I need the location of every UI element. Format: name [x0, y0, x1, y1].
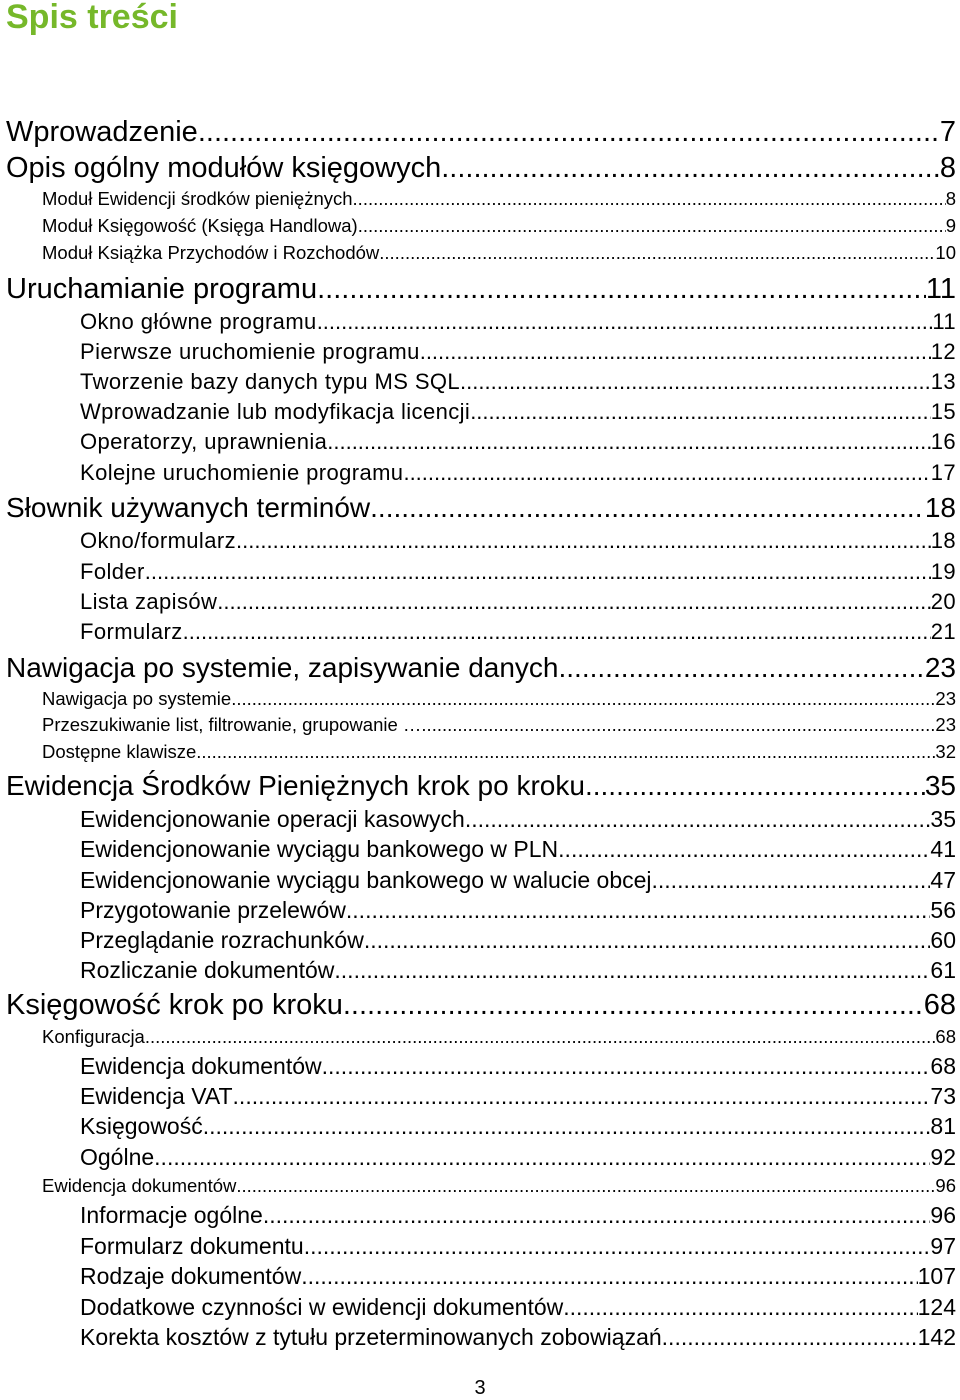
- toc-entry-title: Opis ogólny modułów księgowych: [6, 152, 442, 184]
- toc-entry-page: 35: [930, 806, 956, 832]
- toc-entry-page: 97: [930, 1233, 956, 1259]
- toc-leader-dots: [236, 1177, 935, 1196]
- toc-leader-dots: [233, 1085, 931, 1108]
- toc-entry-page: 56: [930, 897, 956, 923]
- toc-entry[interactable]: [80, 530, 956, 552]
- toc-leader-dots: [364, 929, 931, 952]
- toc-entry[interactable]: [42, 1177, 956, 1196]
- toc-entry-title: Przygotowanie przelewów: [80, 897, 346, 923]
- toc-entry-page: 68: [935, 1026, 956, 1047]
- toc-entry-page: 20: [930, 589, 956, 614]
- toc-entry-page: 11: [932, 309, 956, 334]
- toc-leader-dots: [304, 1235, 931, 1258]
- toc-leader-dots: [236, 530, 931, 552]
- toc-leader-dots: [154, 1146, 930, 1169]
- toc-entry-page: 35: [924, 770, 956, 801]
- toc-entry[interactable]: [80, 341, 956, 363]
- toc-entry-title: Dodatkowe czynności w ewidencji dokumentów: [80, 1294, 564, 1320]
- toc-entry-title: Kolejne uruchomienie programu: [80, 460, 404, 485]
- toc-leader-dots: [346, 899, 931, 922]
- toc-entry[interactable]: [6, 654, 956, 682]
- toc-entry-title: Operatorzy, uprawnienia: [80, 429, 328, 454]
- toc-entry-title: Moduł Książka Przychodów i Rozchodów: [42, 242, 380, 263]
- toc-entry-title: Wprowadzenie: [6, 116, 198, 148]
- toc-leader-dots: [585, 772, 925, 800]
- toc-entry[interactable]: [6, 275, 956, 304]
- toc-leader-dots: [460, 371, 931, 393]
- toc-leader-dots: [370, 494, 925, 522]
- toc-entry-title: Ewidencja VAT: [80, 1083, 233, 1109]
- toc-entry[interactable]: [42, 190, 956, 209]
- toc-leader-dots: [317, 275, 926, 304]
- toc-entry-page: 96: [930, 1202, 956, 1228]
- toc-entry[interactable]: [80, 561, 956, 583]
- toc-entry-page: 15: [930, 399, 956, 424]
- toc-entry-page: 68: [923, 989, 956, 1021]
- toc-leader-dots: [327, 431, 930, 453]
- toc-entry-title: Okno główne programu: [80, 309, 317, 334]
- toc-entry-page: 124: [917, 1294, 956, 1320]
- toc-entry[interactable]: [42, 1028, 956, 1047]
- toc-leader-dots: [420, 341, 931, 363]
- toc-entry-title: Ogólne: [80, 1144, 155, 1170]
- toc-entry-title: Konfiguracja: [42, 1026, 145, 1047]
- toc-entry[interactable]: [80, 808, 956, 831]
- toc-entry-title: Księgowość krok po kroku: [6, 989, 343, 1021]
- toc-entry-title: Księgowość: [80, 1113, 203, 1139]
- toc-entry[interactable]: [6, 991, 956, 1020]
- toc-leader-dots: [196, 743, 935, 762]
- toc-leader-dots: [558, 838, 930, 861]
- toc-entry-title: Folder: [80, 559, 145, 584]
- toc-leader-dots: [322, 1055, 931, 1078]
- toc-entry-title: Formularz: [80, 619, 183, 644]
- toc-entry-title: Uruchamianie programu: [6, 273, 318, 305]
- toc-entry[interactable]: [80, 1146, 956, 1169]
- toc-leader-dots: [563, 1296, 917, 1319]
- toc-entry[interactable]: [6, 494, 956, 522]
- toc-entry-page: 8: [939, 152, 956, 184]
- toc-entry-title: Tworzenie bazy danych typu MS SQL: [80, 369, 461, 394]
- toc-entry[interactable]: [6, 118, 956, 147]
- toc-entry[interactable]: [80, 462, 956, 484]
- toc-leader-dots: [379, 244, 935, 263]
- toc-entry-page: 32: [935, 741, 956, 762]
- toc-entry-title: Korekta kosztów z tytułu przeterminowanych zobowiązań: [80, 1324, 662, 1350]
- toc-entry[interactable]: [42, 244, 956, 263]
- toc-entry-title: Dostępne klawisze: [42, 741, 197, 762]
- toc-leader-dots: [403, 462, 930, 484]
- toc-entry-page: 23: [935, 714, 956, 735]
- toc-leader-dots: [465, 808, 931, 831]
- toc-entry-title: Ewidencjonowanie wyciągu bankowego w walucie obcej: [80, 867, 652, 893]
- page-number: 3: [474, 1377, 486, 1399]
- toc-entry-title: Lista zapisów: [80, 589, 218, 614]
- toc-leader-dots: [559, 654, 925, 682]
- toc-entry-page: 10: [935, 242, 956, 263]
- toc-entry-title: Nawigacja po systemie, zapisywanie danych: [6, 652, 559, 683]
- toc-entry-title: Ewidencja Środków Pieniężnych krok po kroku: [6, 770, 585, 801]
- toc-entry-page: 19: [930, 559, 956, 584]
- toc-entry-page: 23: [924, 652, 956, 683]
- toc-entry-title: Ewidencjonowanie wyciągu bankowego w PLN: [80, 836, 559, 862]
- toc-entry[interactable]: [80, 899, 956, 922]
- toc-entry-page: 61: [930, 957, 956, 983]
- toc-entry-title: Przeszukiwanie list, filtrowanie, grupowanie …: [42, 714, 422, 735]
- toc-entry-page: 8: [945, 188, 956, 209]
- toc-entry[interactable]: [80, 1296, 956, 1319]
- toc-entry[interactable]: [42, 217, 956, 236]
- toc-entry-title: Nawigacja po systemie: [42, 688, 232, 709]
- toc-leader-dots: [441, 154, 940, 183]
- toc-entry-title: Ewidencjonowanie operacji kasowych: [80, 806, 465, 832]
- toc-entry-page: 92: [930, 1144, 956, 1170]
- toc-leader-dots: [203, 1115, 931, 1138]
- toc-entry-page: 47: [930, 867, 956, 893]
- toc-entry[interactable]: [80, 1115, 956, 1138]
- toc-entry[interactable]: [80, 621, 956, 643]
- toc-entry-page: 142: [917, 1324, 956, 1350]
- toc-entry-page: 60: [930, 927, 956, 953]
- toc-entry-page: 21: [930, 619, 956, 644]
- toc-entry-page: 73: [930, 1083, 956, 1109]
- toc-entry-title: Słownik używanych terminów: [6, 492, 371, 523]
- toc-entry-page: 81: [930, 1113, 956, 1139]
- toc-entry[interactable]: [80, 371, 956, 393]
- toc-entry[interactable]: [42, 743, 956, 762]
- toc-entry-title: Okno/formularz: [80, 528, 236, 553]
- toc-entry-page: 68: [930, 1053, 956, 1079]
- toc-entry[interactable]: [80, 869, 956, 892]
- toc-entry-title: Moduł Księgowość (Księga Handlowa): [42, 215, 358, 236]
- toc-leader-dots: [263, 1204, 931, 1227]
- toc-leader-dots: [652, 869, 931, 892]
- toc-entry-page: 16: [930, 429, 956, 454]
- toc-entry-page: 23: [935, 688, 956, 709]
- toc-entry-page: 18: [930, 528, 956, 553]
- toc-entry[interactable]: [6, 154, 956, 183]
- toc-leader-dots: [231, 690, 935, 709]
- toc-entry-page: 17: [930, 460, 956, 485]
- toc-entry-page: 107: [917, 1263, 956, 1289]
- toc-entry[interactable]: [42, 690, 956, 709]
- toc-entry[interactable]: [80, 1326, 956, 1349]
- toc-entry[interactable]: [80, 401, 956, 423]
- toc-entry-page: 11: [925, 273, 956, 305]
- toc-leader-dots: [301, 1265, 917, 1288]
- toc-entry[interactable]: [80, 1055, 956, 1078]
- toc-leader-dots: [334, 959, 930, 982]
- toc-entry-title: Ewidencja dokumentów: [80, 1053, 322, 1079]
- toc-entry-title: Przeglądanie rozrachunków: [80, 927, 364, 953]
- toc-leader-dots: [343, 991, 924, 1020]
- toc-entry-page: 12: [930, 339, 956, 364]
- toc-leader-dots: [470, 401, 931, 423]
- toc-entry-title: Formularz dokumentu: [80, 1233, 304, 1259]
- toc-entry-title: Rozliczanie dokumentów: [80, 957, 335, 983]
- toc-entry[interactable]: [80, 959, 956, 982]
- toc-entry[interactable]: [80, 1204, 956, 1227]
- toc-leader-dots: [358, 217, 946, 236]
- toc-leader-dots: [317, 311, 933, 333]
- toc-entry-title: Moduł Ewidencji środków pieniężnych: [42, 188, 353, 209]
- toc-leader-dots: [421, 716, 935, 735]
- toc-leader-dots: [662, 1326, 918, 1349]
- toc-entry-title: Wprowadzanie lub modyfikacja licencji: [80, 399, 471, 424]
- toc-leader-dots: [198, 118, 940, 147]
- toc-entry-page: 9: [945, 215, 956, 236]
- toc-entry-title: Rodzaje dokumentów: [80, 1263, 302, 1289]
- toc-entry-title: Informacje ogólne: [80, 1202, 263, 1228]
- toc-entry[interactable]: [80, 591, 956, 613]
- toc-leader-dots: [353, 190, 946, 209]
- toc-entry[interactable]: [80, 1265, 956, 1288]
- toc-leader-dots: [217, 591, 930, 613]
- toc-entry-page: 13: [930, 369, 956, 394]
- toc-entry[interactable]: [80, 1235, 956, 1258]
- toc-leader-dots: [183, 621, 931, 643]
- toc-leader-dots: [145, 1028, 936, 1047]
- toc-entry[interactable]: [80, 431, 956, 453]
- toc-entry[interactable]: [80, 929, 956, 952]
- toc-entry-title: Ewidencja dokumentów: [42, 1175, 237, 1196]
- toc-leader-dots: [145, 561, 931, 583]
- toc-entry[interactable]: [80, 838, 956, 861]
- toc-entry[interactable]: [42, 716, 956, 735]
- toc-entry-page: 18: [924, 492, 956, 523]
- toc-entry-title: Pierwsze uruchomienie programu: [80, 339, 420, 364]
- toc-entry[interactable]: [80, 1085, 956, 1108]
- toc-entry-page: 7: [939, 116, 956, 148]
- toc-entry-page: 96: [935, 1175, 956, 1196]
- toc-entry[interactable]: [80, 311, 956, 333]
- toc-entry[interactable]: [6, 772, 956, 800]
- page-title: Spis treści: [6, 0, 178, 36]
- toc-entry-page: 41: [930, 836, 956, 862]
